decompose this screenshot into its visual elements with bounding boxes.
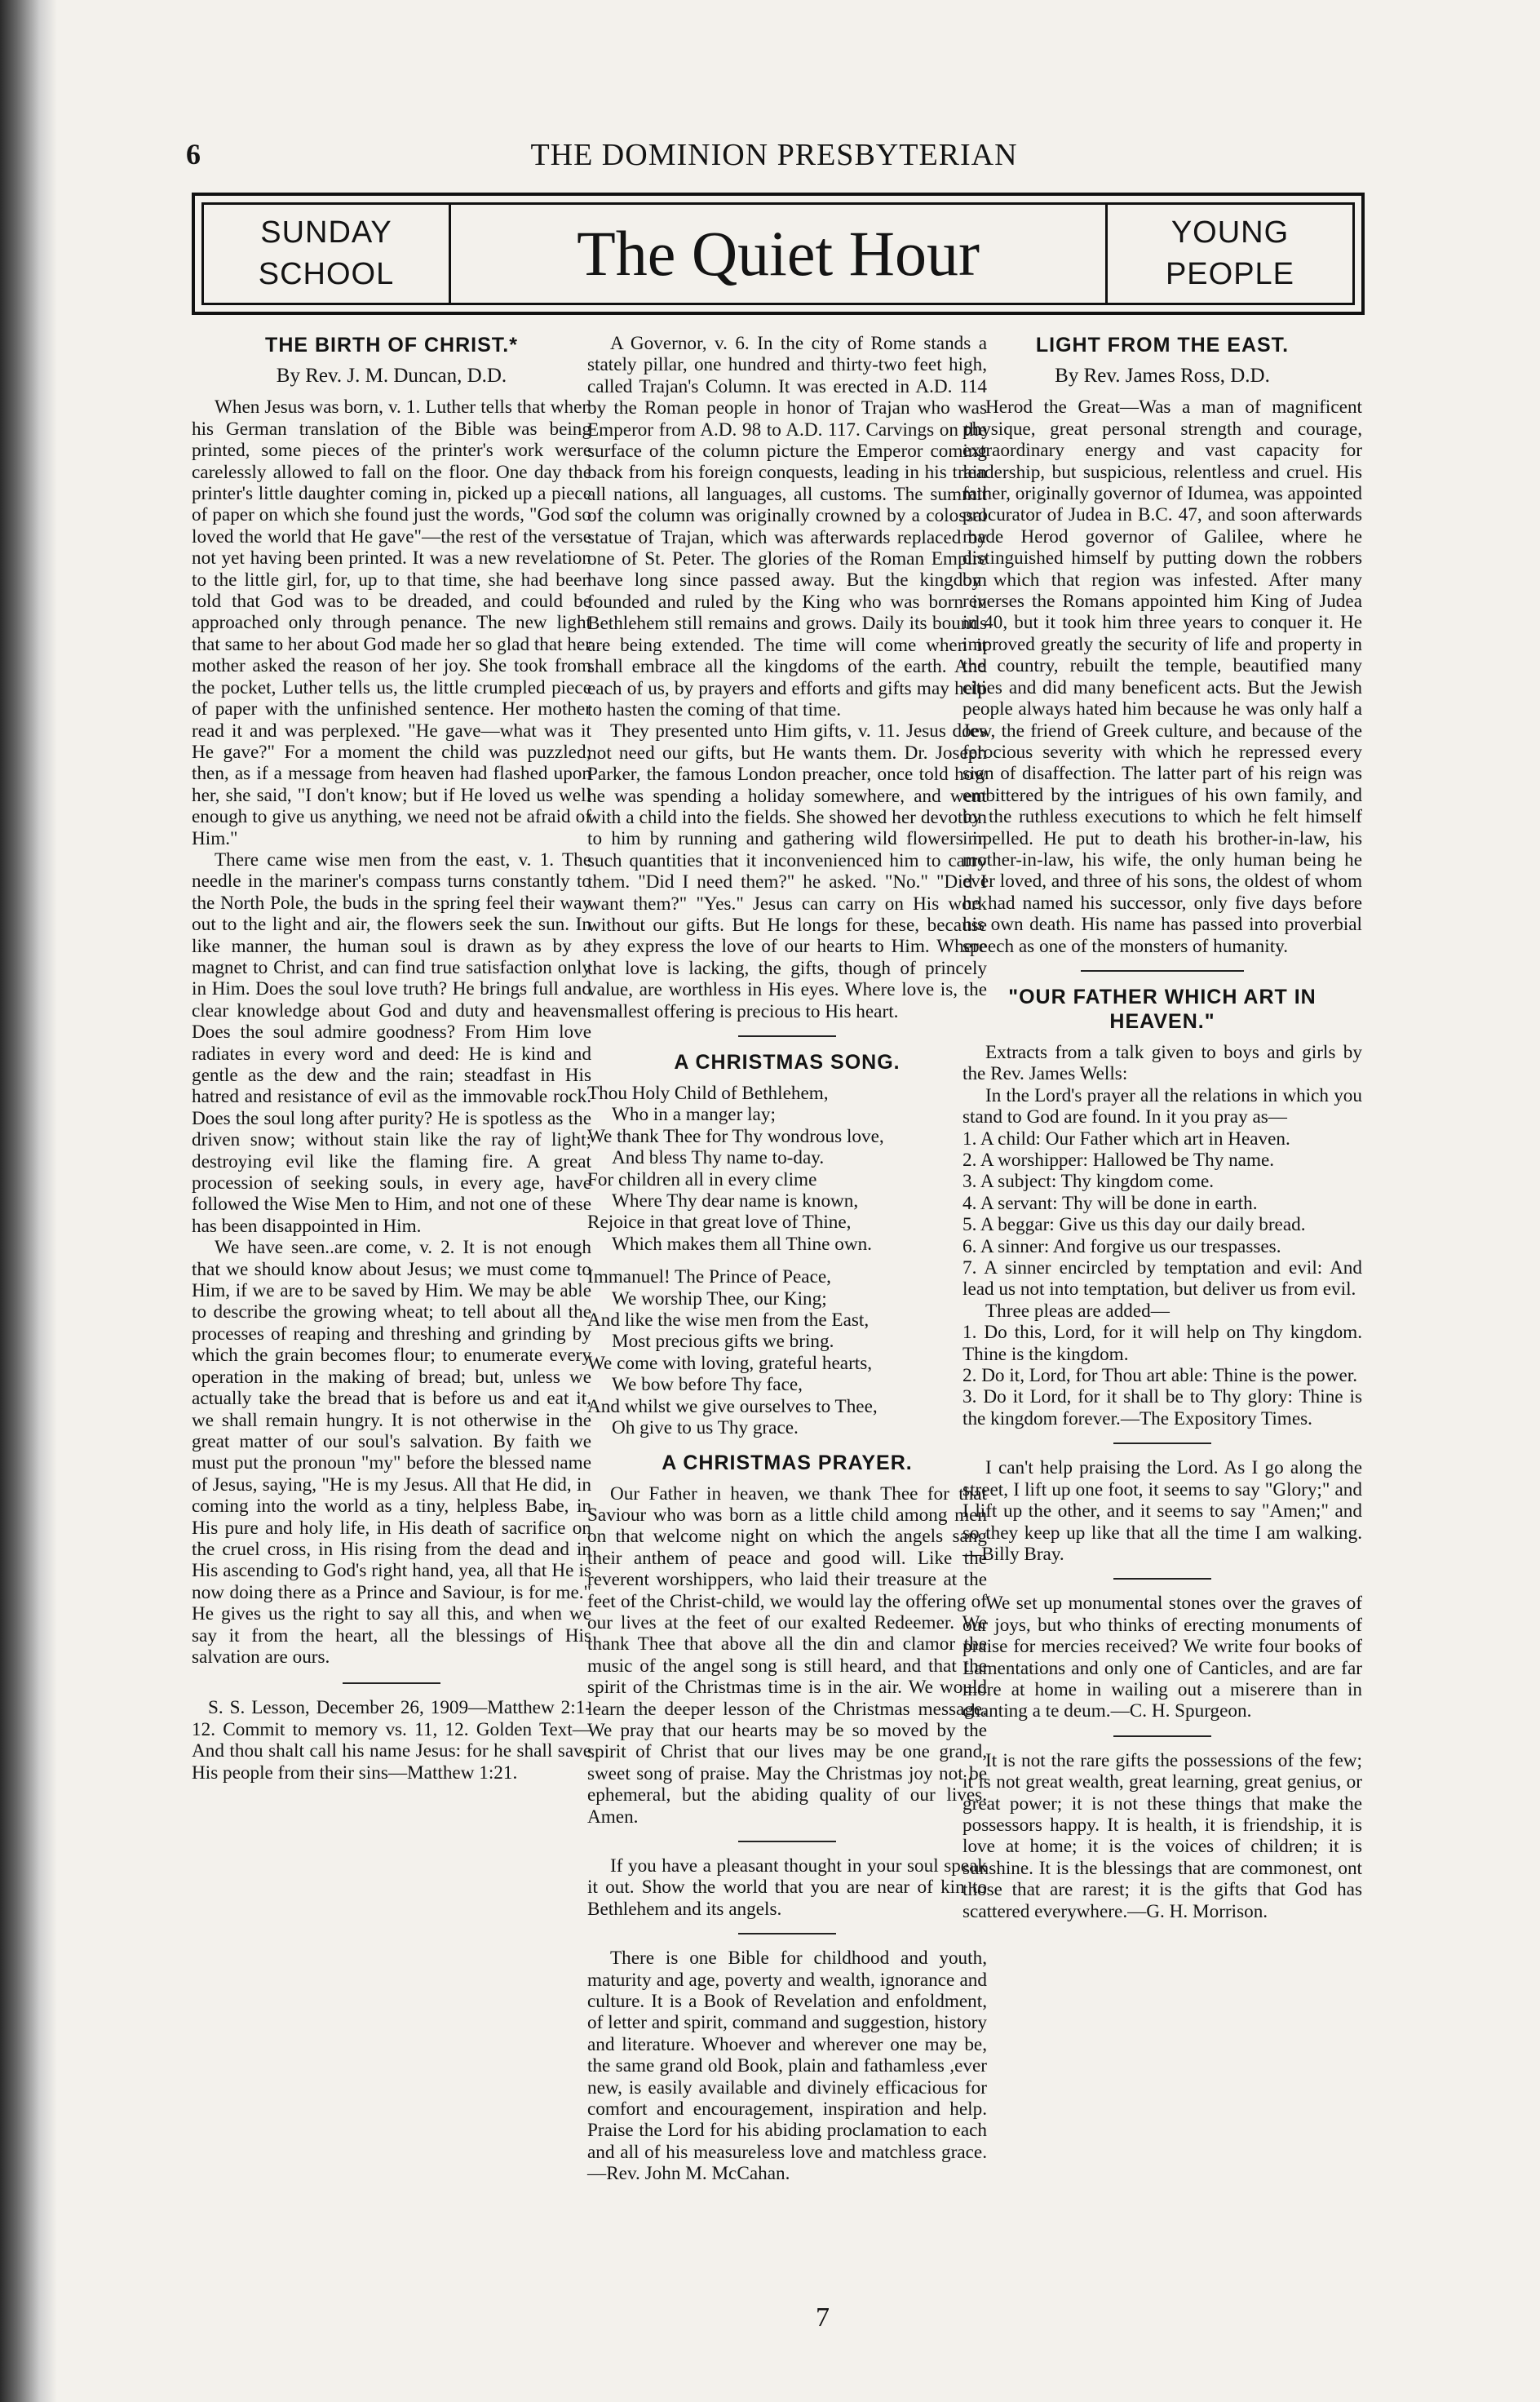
column-1 xyxy=(192,333,591,1784)
column-2 xyxy=(587,333,987,2185)
poem-line: Most precious gifts we bring. xyxy=(612,1331,834,1353)
paragraph: It is not the rare gifts the possessions of the few; it is not great wealth, great learning, great genius, or great power; it is not these things that make the possessors happy. It is health, it is friendship, it is love at home; it is the voices of children; it is sunshine. It is the blessings that are commonest, ont those that are rarest; it is the gifts that God has scattered everywhere.—G. H. Morrison. xyxy=(962,1749,1362,1922)
divider-rule xyxy=(1113,1443,1211,1444)
masthead-title: The Quiet Hour xyxy=(577,218,980,289)
paragraph: They presented unto Him gifts, v. 11. Jesus does not need our gifts, but He wants them. Dr. Joseph Parker, the famous London preacher, once told how he was spending a holiday somewhere, and went with a child into the fields. She showed her devotion to him by running and gathering wild flowers in such quantities that it inconvenienced him to carry them. "Did I need them?" he asked. "No." "Did I want them?" "Yes." Jesus can carry on His work without our gifts. But He longs for these, because they express the love of our hearts to Him. Where that love is lacking, the gifts, though of princely value, are worthless in His eyes. Where love is, the smallest offering is precious to His heart. xyxy=(587,720,987,1022)
poem-line: Oh give to us Thy grace. xyxy=(612,1417,799,1439)
article-title-our-father: "OUR FATHER WHICH ART IN HEAVEN." xyxy=(1008,985,1317,1033)
divider-rule xyxy=(1113,1578,1211,1580)
list-item: 1. A child: Our Father which art in Heaven. xyxy=(962,1128,1290,1150)
paragraph: We set up monumental stones over the graves of our joys, but who thinks of erecting monuments of praise for mercies received? We write four books of Lamentations and only one of Canticles, and are far more at home in wailing out a miserere than in chanting a te deum.—C. H. Spurgeon. xyxy=(962,1593,1362,1722)
page-folio-mark: 7 xyxy=(816,2302,830,2333)
divider-rule xyxy=(1081,970,1244,972)
column-3 xyxy=(962,333,1362,1922)
poem-line: And like the wise men from the East, xyxy=(587,1310,870,1332)
divider-rule xyxy=(738,1841,836,1842)
masthead-right-line1: YOUNG xyxy=(1170,215,1290,250)
running-head xyxy=(186,137,1362,176)
paragraph: I can't help praising the Lord. As I go along the street, I lift up one foot, it seems to say "Glory;" and I lift up the other, and it seems to say "Amen;" and so they keep up like that all the time I am walking.—Billy Bray. xyxy=(962,1457,1362,1565)
poem-line: Who in a manger lay; xyxy=(612,1104,776,1126)
paragraph: Extracts from a talk given to boys and girls by the Rev. James Wells: xyxy=(962,1041,1362,1085)
divider-rule xyxy=(1113,1735,1211,1737)
page-number: 6 xyxy=(186,138,201,171)
list-item: 3. Do it Lord, for it shall be to Thy glory: Thine is the kingdom forever.—The Expository Times. xyxy=(962,1386,1362,1429)
poem-line: For children all in every clime xyxy=(587,1168,817,1190)
masthead-left-box xyxy=(204,205,451,303)
paragraph: There came wise men from the east, v. 1. The needle in the mariner's compass turns constantly to the North Pole, the buds in the spring feel their way out to the light and air, the flowers seek the sun. In like manner, the human soul is drawn as by a magnet to Christ, and can find true satisfaction only in Him. Does the soul love truth? He brings full and clear knowledge about God and duty and heaven. Does the soul admire goodness? From Him love radiates in every word and deed: He is kind and gentle as the dew and the rain; steadfast in His hatred and resistance of evil as the immovable rock. Does the soul long after purity? He is spotless as the driven snow; without stain like the ray of light; destroying evil like the flaming fire. A great procession of seeking souls, in every age, have followed the Wise Men to Him, and not one of these has been disappointed in Him. xyxy=(192,849,591,1237)
byline-duncan: By Rev. J. M. Duncan, D.D. xyxy=(276,365,507,387)
list-item: 7. A sinner encircled by temptation and evil: And lead us not into temptation, but deliver us from evil. xyxy=(962,1257,1362,1301)
list-item: 6. A sinner: And forgive us our trespasses. xyxy=(962,1235,1281,1257)
scan-binding-edge xyxy=(0,0,57,2402)
paragraph: Our Father in heaven, we thank Thee for that Saviour who was born as a little child among men on that welcome night on which the angels sang their anthem of peace and good will. Like the reverent worshippers, who laid their treasure at the feet of the Christ-child, we would lay the offering of our lives at the feet of our exalted Redeemer. We thank Thee that above all the din and clamor the music of the angel song is still heard, and that the spirit of the Christmas time is in the air. We would learn the deeper lesson of the Christmas message. We pray that our hearts may be so moved by the spirit of Christ that our lives may be one grand, sweet song of praise. May the Christmas joy not be ephemeral, but the abiding quality of our lives. Amen. xyxy=(587,1482,987,1828)
list-item: 2. Do it, Lord, for Thou art able: Thine is the power. xyxy=(962,1365,1358,1387)
masthead-left-line2: SCHOOL xyxy=(258,257,395,291)
divider-rule xyxy=(343,1682,440,1684)
article-title-christmas-song: A CHRISTMAS SONG. xyxy=(674,1051,901,1074)
list-item: 2. A worshipper: Hallowed be Thy name. xyxy=(962,1150,1275,1171)
masthead-left-line1: SUNDAY xyxy=(260,215,392,250)
list-item: 3. A subject: Thy kingdom come. xyxy=(962,1171,1215,1193)
paragraph: A Governor, v. 6. In the city of Rome stands a stately pillar, one hundred and thirty-two feet high, called Trajan's Column. It was erected in A.D. 114 by the Roman people in honor of Trajan who was Emperor from A.D. 98 to A.D. 117. Carvings on the surface of the column picture the Emperor coming back from his foreign conquests, leading in his train all nations, all languages, all customs. The summit of the column was originally crowned by a colossal statue of Trajan, which was afterwards replaced by one of St. Peter. The glories of the Roman Empire have long since passed away. But the kingdom founded and ruled by the King who was born in Bethlehem still remains and grows. Daily its bounds are being extended. The time will come when it shall embrace all the kingdoms of the earth. And each of us, by prayers and efforts and gifts may help to hasten the coming of that time. xyxy=(587,333,987,720)
divider-rule xyxy=(738,1933,836,1934)
christmas-song-poem xyxy=(587,1083,987,1439)
poem-line: Rejoice in that great love of Thine, xyxy=(587,1212,852,1234)
article-title-birth-of-christ: THE BIRTH OF CHRIST.* xyxy=(265,334,518,357)
poem-line: Where Thy dear name is known, xyxy=(612,1190,859,1212)
poem-line: We bow before Thy face, xyxy=(612,1374,803,1396)
poem-line: Immanuel! The Prince of Peace, xyxy=(587,1266,831,1288)
masthead-right-box xyxy=(1105,205,1352,303)
article-title-light-from-east: LIGHT FROM THE EAST. xyxy=(1035,334,1290,357)
masthead-inner-frame xyxy=(201,202,1355,305)
paragraph: When Jesus was born, v. 1. Luther tells that when his German translation of the Bible was being printed, some pieces of the printer's work were carelessly allowed to fall on the floor. One day the printer's little daughter coming in, picked up a piece of paper on which she found just the words, "God so loved the world that He gave"—the rest of the verse not yet having been printed. It was a new revelation to the little girl, for, up to that time, she had been told that God was to be dreaded, and could be approached only through penance. The new light that same to her about God made her so glad that her mother asked the reason of her joy. She took from the pocket, Luther tells us, the little crumpled piece of paper with the unfinished sentence. Her mother read it and was perplexed. "He gave—what was it He gave?" For a moment the child was puzzled; then, as if a message from heaven had flashed upon her, she said, "I don't know; but if He loved us well enough to give us anything, we need not be afraid of Him." xyxy=(192,397,592,849)
list-item: 1. Do this, Lord, for it will help on Thy kingdom. Thine is the kingdom. xyxy=(962,1322,1362,1365)
poem-line: We worship Thee, our King; xyxy=(612,1287,827,1310)
masthead-right-line2: PEOPLE xyxy=(1165,257,1295,291)
paragraph: We have seen..are come, v. 2. It is not enough that we should know about Jesus; we must come to Him, if we are to be saved by Him. We may be able to describe the growing wheat; to tell about all the processes of reaping and threshing and grinding by which the grain becomes flour; to enumerate every operation in the making of bread; but, unless we actually take the bread that is before us and eat it, we shall remain hungry. It is not otherwise in the great matter of our soul's salvation. By faith we must put the pronoun "my" before the blessed name of Jesus, saying, "He is my Jesus. All that He did, in coming into the world as a tiny, helpless Babe, in His pure and holy life, in His death of sacrifice on the cruel cross, in His rising from the dead and in His ascending to God's right hand, yea, all that He is now doing there as a Prince and Saviour, is for me." He gives us the right to say all this, and when we say it from the heart, all the blessings of His salvation are ours. xyxy=(192,1237,591,1668)
poem-line: We come with loving, grateful hearts, xyxy=(587,1352,873,1374)
poem-line: Which makes them all Thine own. xyxy=(612,1233,872,1255)
poem-line: And whilst we give ourselves to Thee, xyxy=(587,1395,878,1417)
paragraph: If you have a pleasant thought in your soul speak it out. Show the world that you are near of kin to Bethlehem and its angels. xyxy=(587,1855,987,1920)
paragraph: Herod the Great—Was a man of magnificent physique, great personal strength and courage, extraordinary energy and vast capacity for leadership, but suspicious, relentless and cruel. His father, originally governor of Idumea, was appointed procurator of Judea in B.C. 47, and soon afterwards made Herod governor of Galilee, where he distinguished himself by putting down the robbers by which that region was infested. After many reverses the Romans appointed him King of Judea in 40, but it took him three years to conquer it. He improved greatly the security of life and property in the country, rebuilt the temple, beautified many cities and did many beneficent acts. But the Jewish people always hated him because he was only half a Jew, the friend of Greek culture, and because of the ferocious severity with which he repressed every sign of disaffection. The latter part of his reign was embittered by the intrigues of his own family, and by the ruthless executions to which he felt himself impelled. He put to death his brother-in-law, his mother-in-law, his wife, the only human being he ever loved, and three of his sons, the oldest of whom he had named his successor, only five days before his own death. His name has passed into proverbial speech as one of the monsters of humanity. xyxy=(962,397,1362,957)
divider-rule xyxy=(738,1035,836,1037)
byline-ross: By Rev. James Ross, D.D. xyxy=(1055,365,1270,387)
list-item: 5. A beggar: Give us this day our daily bread. xyxy=(962,1214,1306,1236)
poem-line: Thou Holy Child of Bethlehem, xyxy=(587,1083,829,1104)
lesson-footnote xyxy=(192,1682,591,1784)
paper-name: THE DOMINION PRESBYTERIAN xyxy=(530,138,1018,172)
masthead xyxy=(192,193,1365,315)
paragraph: There is one Bible for childhood and youth, maturity and age, poverty and wealth, ignorance and culture. It is a Book of Revelation and enfoldment, of letter and spirit, command and suggestion, history and literature. Whoever and wherever one may be, the same grand old Book, plain and fathamless ,ever new, is easily available and divinely efficacious for comfort and encouragement, inspiration and help. Praise the Lord for his abiding proclamation to each and all of his measureless love and matchless grace.—Rev. John M. McCahan. xyxy=(587,1948,987,2185)
poem-line: And bless Thy name to-day. xyxy=(612,1147,825,1169)
article-title-christmas-prayer: A CHRISTMAS PRAYER. xyxy=(662,1451,913,1474)
list-item: 4. A servant: Thy will be done in earth. xyxy=(962,1192,1258,1214)
footnote-text: S. S. Lesson, December 26, 1909—Matthew 2:1-12. Commit to memory vs. 11, 12. Golden Text—And thou shalt call his name Jesus: for he shall save His people from their sins—Matthew 1:21. xyxy=(192,1697,591,1784)
paragraph: Three pleas are added— xyxy=(985,1300,1170,1322)
stanza-gap xyxy=(587,1255,987,1266)
poem-line: We thank Thee for Thy wondrous love, xyxy=(587,1125,884,1147)
paragraph: In the Lord's prayer all the relations in which you stand to God are found. In it you pray as— xyxy=(962,1084,1362,1128)
